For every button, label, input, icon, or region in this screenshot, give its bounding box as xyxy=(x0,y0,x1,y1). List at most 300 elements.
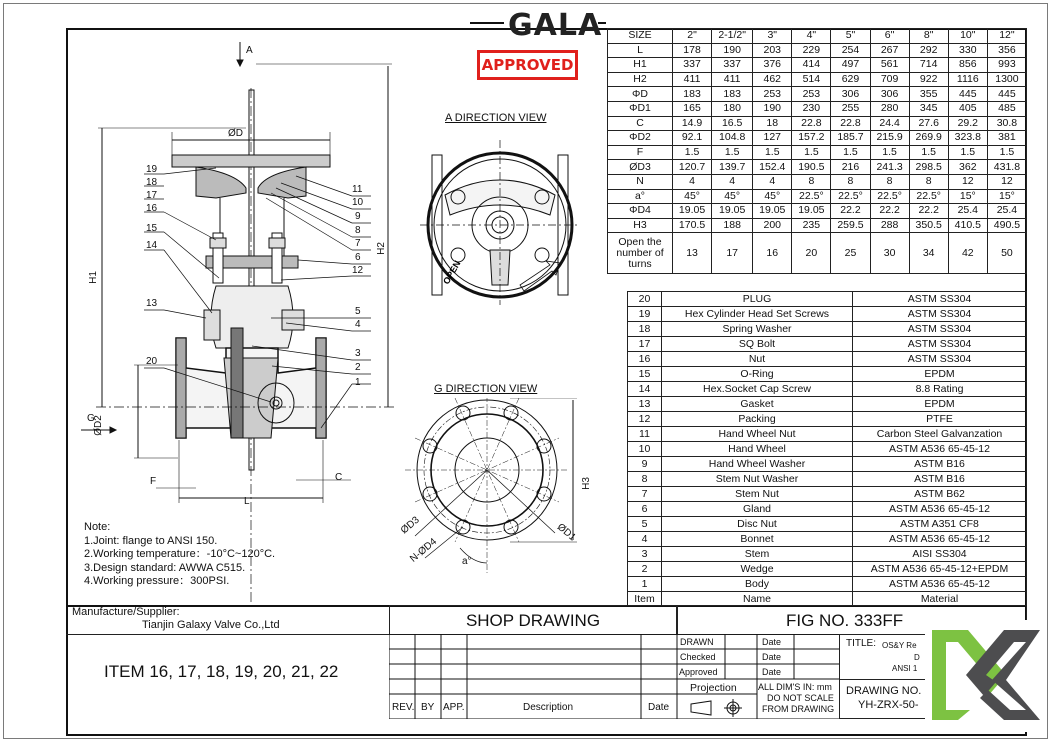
items-note: ITEM 16, 17, 18, 19, 20, 21, 22 xyxy=(104,662,339,681)
size-table-cell: 410.5 xyxy=(948,218,987,233)
size-table-cell: 323.8 xyxy=(948,131,987,146)
size-table-cell: 183 xyxy=(673,87,712,102)
row-label: H1 xyxy=(608,58,673,73)
size-table-cell: 345 xyxy=(909,101,948,116)
dim-od1: ØD1 xyxy=(554,521,578,544)
size-table-cell: 18 xyxy=(753,116,792,131)
part-name: PLUG xyxy=(662,292,853,307)
size-table-cell: 411 xyxy=(712,72,753,87)
part-item-no: 5 xyxy=(628,517,662,532)
part-name: SQ Bolt xyxy=(662,337,853,352)
size-table-cell: 235 xyxy=(792,218,831,233)
part-material: ASTM SS304 xyxy=(853,307,1027,322)
parts-table-row xyxy=(628,337,1027,352)
size-table-cell: 17 xyxy=(712,233,753,274)
size-table-cell: 254 xyxy=(831,43,870,58)
date-label: Date xyxy=(762,637,782,647)
units-line-3: FROM DRAWING xyxy=(762,704,835,714)
size-table-cell: 203 xyxy=(753,43,792,58)
size-table-body xyxy=(608,43,1027,274)
dim-od: ØD xyxy=(228,128,243,139)
part-name: Hand Wheel xyxy=(662,442,853,457)
balloon-5: 5 xyxy=(355,306,361,317)
size-table-cell: 24.4 xyxy=(870,116,909,131)
manufacturer-label: Manufacture/Supplier: xyxy=(72,606,180,618)
size-table-cell: 356 xyxy=(987,43,1026,58)
size-table-cell: 22.8 xyxy=(792,116,831,131)
part-item-no: 16 xyxy=(628,352,662,367)
size-table-cell: 709 xyxy=(870,72,909,87)
size-table-cell: 1.5 xyxy=(948,145,987,160)
parts-table-row xyxy=(628,487,1027,502)
size-table-cell: 92.1 xyxy=(673,131,712,146)
part-name: Bonnet xyxy=(662,532,853,547)
title-line-3: ANSI 1 xyxy=(892,664,918,673)
size-table-cell: 337 xyxy=(712,58,753,73)
size-table-row xyxy=(608,43,1027,58)
units-line-2: DO NOT SCALE xyxy=(767,693,834,703)
size-table-cell: 22.8 xyxy=(831,116,870,131)
part-name: Disc Nut xyxy=(662,517,853,532)
size-table-cell: 42 xyxy=(948,233,987,274)
part-name: Hand Wheel Washer xyxy=(662,457,853,472)
size-table-cell: 411 xyxy=(673,72,712,87)
header-cell: 2-1/2" xyxy=(712,29,753,44)
size-table-cell: 856 xyxy=(948,58,987,73)
shop-drawing-title: SHOP DRAWING xyxy=(465,611,601,630)
part-name: O-Ring xyxy=(662,367,853,382)
open-label: OPEN xyxy=(441,258,463,286)
part-item-no: 3 xyxy=(628,547,662,562)
size-table-cell: 216 xyxy=(831,160,870,175)
size-table-row xyxy=(608,160,1027,175)
size-table-cell: 445 xyxy=(987,87,1026,102)
header-cell: 8" xyxy=(909,29,948,44)
size-table-cell: 714 xyxy=(909,58,948,73)
dim-angle-a: a° xyxy=(462,556,472,567)
size-table-cell: 485 xyxy=(987,101,1026,116)
balloon-13: 13 xyxy=(146,298,158,309)
size-table-cell: 185.7 xyxy=(831,131,870,146)
size-table-cell: 4 xyxy=(712,174,753,189)
size-table-cell: 8 xyxy=(831,174,870,189)
size-table-cell: 253 xyxy=(753,87,792,102)
balloon-1: 1 xyxy=(355,377,361,388)
row-label: ØD3 xyxy=(608,160,673,175)
size-table-cell: 1.5 xyxy=(831,145,870,160)
title-line-2: D xyxy=(914,653,920,662)
size-table-cell: 178 xyxy=(673,43,712,58)
size-table-cell: 414 xyxy=(792,58,831,73)
part-material: ASTM A536 65-45-12 xyxy=(853,577,1027,592)
part-material: ASTM B16 xyxy=(853,472,1027,487)
header-cell: 3" xyxy=(753,29,792,44)
header-cell: 10" xyxy=(948,29,987,44)
part-material: EPDM xyxy=(853,367,1027,382)
fig-no: FIG NO. 333FF xyxy=(786,611,904,630)
size-table-cell: 165 xyxy=(673,101,712,116)
parts-table-row xyxy=(628,502,1027,517)
size-table-cell: 1.5 xyxy=(712,145,753,160)
balloon-12: 12 xyxy=(352,265,364,276)
dim-c: C xyxy=(335,472,343,483)
size-table-cell: 259.5 xyxy=(831,218,870,233)
balloon-18: 18 xyxy=(146,177,158,188)
size-table-cell: 188 xyxy=(712,218,753,233)
size-table-cell: 462 xyxy=(753,72,792,87)
header-cell: 4" xyxy=(792,29,831,44)
size-table-cell: 381 xyxy=(987,131,1026,146)
size-table-cell: 298.5 xyxy=(909,160,948,175)
balloon-7: 7 xyxy=(355,238,361,249)
g-direction-view-title: G DIRECTION VIEW xyxy=(434,383,538,395)
part-item-no: 4 xyxy=(628,532,662,547)
size-table-row xyxy=(608,233,1027,274)
dim-od2: ØD2 xyxy=(92,415,104,436)
rev-header: REV. xyxy=(392,702,415,713)
size-table-row xyxy=(608,101,1027,116)
size-table-row xyxy=(608,58,1027,73)
a-direction-view-drawing xyxy=(420,135,580,305)
part-name: Stem xyxy=(662,547,853,562)
dim-n-od4: N-ØD4 xyxy=(408,536,440,565)
part-name: Body xyxy=(662,577,853,592)
part-name: Hand Wheel Nut xyxy=(662,427,853,442)
row-label: ΦD xyxy=(608,87,673,102)
parts-table-row xyxy=(628,562,1027,577)
size-table-cell: 157.2 xyxy=(792,131,831,146)
size-table-cell: 362 xyxy=(948,160,987,175)
size-table-cell: 127 xyxy=(753,131,792,146)
size-table-row xyxy=(608,145,1027,160)
size-table-cell: 22.2 xyxy=(909,204,948,219)
size-table-cell: 4 xyxy=(673,174,712,189)
size-table-cell: 16 xyxy=(753,233,792,274)
part-name: Hex.Socket Cap Screw xyxy=(662,382,853,397)
balloon-16: 16 xyxy=(146,203,158,214)
part-material: ASTM B16 xyxy=(853,457,1027,472)
size-table-cell: 292 xyxy=(909,43,948,58)
part-name: Packing xyxy=(662,412,853,427)
parts-table-row xyxy=(628,457,1027,472)
parts-table-row xyxy=(628,427,1027,442)
size-table-cell: 16.5 xyxy=(712,116,753,131)
part-material: ASTM A351 CF8 xyxy=(853,517,1027,532)
size-table-cell: 306 xyxy=(870,87,909,102)
part-item-no: 13 xyxy=(628,397,662,412)
drawing-no-label: DRAWING NO. xyxy=(846,685,922,697)
parts-table-row xyxy=(628,547,1027,562)
part-name: Nut xyxy=(662,352,853,367)
size-table-cell: 8 xyxy=(870,174,909,189)
size-table-cell: 30.8 xyxy=(987,116,1026,131)
size-table-cell: 19.05 xyxy=(673,204,712,219)
app-header: APP. xyxy=(443,702,465,713)
size-table-cell: 1.5 xyxy=(792,145,831,160)
size-table-cell: 22.5° xyxy=(909,189,948,204)
part-material: ASTM A536 65-45-12 xyxy=(853,532,1027,547)
part-item-no: 19 xyxy=(628,307,662,322)
size-table-cell: 229 xyxy=(792,43,831,58)
size-table-cell: 8 xyxy=(792,174,831,189)
part-material: ASTM SS304 xyxy=(853,352,1027,367)
size-table-cell: 1.5 xyxy=(987,145,1026,160)
manufacturer-name: Tianjin Galaxy Valve Co.,Ltd xyxy=(142,619,280,631)
arrow-a-label: A xyxy=(246,45,253,56)
arrow-g-label: G xyxy=(87,413,95,424)
size-table-cell: 152.4 xyxy=(753,160,792,175)
parts-list-table xyxy=(627,291,1027,607)
row-label: F xyxy=(608,145,673,160)
part-name: Spring Washer xyxy=(662,322,853,337)
approved-label: Approved xyxy=(679,667,718,677)
header-cell: SIZE xyxy=(608,29,673,44)
row-label: C xyxy=(608,116,673,131)
size-table-row xyxy=(608,189,1027,204)
part-item-no: 6 xyxy=(628,502,662,517)
dim-h2: H2 xyxy=(375,242,387,255)
part-item-no: 2 xyxy=(628,562,662,577)
parts-table-row xyxy=(628,412,1027,427)
row-label: H3 xyxy=(608,218,673,233)
size-table-cell: 45° xyxy=(712,189,753,204)
part-item-no: 17 xyxy=(628,337,662,352)
part-item-no: 12 xyxy=(628,412,662,427)
part-item-no: 1 xyxy=(628,577,662,592)
size-table-cell: 490.5 xyxy=(987,218,1026,233)
size-table-cell: 350.5 xyxy=(909,218,948,233)
size-table-cell: 29.2 xyxy=(948,116,987,131)
row-label: ΦD1 xyxy=(608,101,673,116)
notes-title: Note: xyxy=(84,521,111,533)
size-table-cell: 1300 xyxy=(987,72,1026,87)
date-label: Date xyxy=(762,652,782,662)
size-table-cell: 34 xyxy=(909,233,948,274)
size-dimension-table xyxy=(607,28,1027,274)
title-label: TITLE: xyxy=(846,638,877,649)
size-table-cell: 190.5 xyxy=(792,160,831,175)
parts-table-row xyxy=(628,322,1027,337)
size-table-cell: 22.2 xyxy=(831,204,870,219)
date-label: Date xyxy=(762,667,782,677)
size-table-row xyxy=(608,131,1027,146)
by-header: BY xyxy=(421,702,435,713)
balloon-17: 17 xyxy=(146,190,158,201)
part-name: Stem Nut xyxy=(662,487,853,502)
size-table-cell: 497 xyxy=(831,58,870,73)
part-name: Gasket xyxy=(662,397,853,412)
size-table-cell: 27.6 xyxy=(909,116,948,131)
checked-label: Checked xyxy=(680,652,716,662)
row-label: L xyxy=(608,43,673,58)
size-table-cell: 267 xyxy=(870,43,909,58)
size-table-cell: 180 xyxy=(712,101,753,116)
description-header: Description xyxy=(523,702,574,713)
dim-f: F xyxy=(150,476,157,487)
balloon-3: 3 xyxy=(355,348,361,359)
size-table-cell: 19.05 xyxy=(712,204,753,219)
size-table-cell: 20 xyxy=(792,233,831,274)
part-name: Stem Nut Washer xyxy=(662,472,853,487)
note-line: 1.Joint: flange to ANSI 150. xyxy=(84,534,218,547)
parts-table-row xyxy=(628,397,1027,412)
a-direction-view-title: A DIRECTION VIEW xyxy=(445,112,547,124)
size-table-cell: 200 xyxy=(753,218,792,233)
part-item-no: 15 xyxy=(628,367,662,382)
size-table-cell: 306 xyxy=(831,87,870,102)
header-rule-left xyxy=(470,22,504,24)
header-cell: 12" xyxy=(987,29,1026,44)
balloon-14: 14 xyxy=(146,240,158,251)
size-table-cell: 25.4 xyxy=(987,204,1026,219)
part-name: Hex Cylinder Head Set Screws xyxy=(662,307,853,322)
size-table-cell: 45° xyxy=(753,189,792,204)
size-table-cell: 288 xyxy=(870,218,909,233)
size-table-cell: 561 xyxy=(870,58,909,73)
size-table-cell: 45° xyxy=(673,189,712,204)
note-line: 4.Working pressure：300PSI. xyxy=(84,575,230,587)
size-table-cell: 183 xyxy=(712,87,753,102)
part-material: ASTM SS304 xyxy=(853,337,1027,352)
note-line: 3.Design standard: AWWA C515. xyxy=(84,561,246,574)
brand-logo: GALA xyxy=(508,8,603,43)
part-item-no: 9 xyxy=(628,457,662,472)
note-line: 2.Working temperature：-10°C~120°C. xyxy=(84,548,276,560)
row-label: ΦD4 xyxy=(608,204,673,219)
parts-table-row xyxy=(628,472,1027,487)
part-material: EPDM xyxy=(853,397,1027,412)
size-table-cell: 120.7 xyxy=(673,160,712,175)
parts-table-row xyxy=(628,577,1027,592)
part-material: ASTM B62 xyxy=(853,487,1027,502)
parts-table-row xyxy=(628,532,1027,547)
size-table-cell: 104.8 xyxy=(712,131,753,146)
size-table-cell: 355 xyxy=(909,87,948,102)
size-table-cell: 19.05 xyxy=(753,204,792,219)
date-header: Date xyxy=(648,702,670,713)
part-item-no: 14 xyxy=(628,382,662,397)
header-cell: 6" xyxy=(870,29,909,44)
size-table-row xyxy=(608,218,1027,233)
table-header-row xyxy=(608,29,1027,44)
size-table-cell: 170.5 xyxy=(673,218,712,233)
size-table-cell: 14.9 xyxy=(673,116,712,131)
approved-stamp: APPROVED xyxy=(477,50,578,80)
size-table-cell: 50 xyxy=(987,233,1026,274)
size-table-cell: 190 xyxy=(753,101,792,116)
dim-h1: H1 xyxy=(87,271,99,284)
dim-l: L xyxy=(244,496,250,507)
size-table-cell: 22.5° xyxy=(792,189,831,204)
g-direction-view-drawing xyxy=(405,398,595,578)
size-table-cell: 993 xyxy=(987,58,1026,73)
parts-table-row xyxy=(628,367,1027,382)
size-table-cell: 330 xyxy=(948,43,987,58)
notes-block xyxy=(84,521,275,589)
size-table-cell: 629 xyxy=(831,72,870,87)
size-table-cell: 8 xyxy=(909,174,948,189)
size-table-cell: 15° xyxy=(948,189,987,204)
row-label: Open the number of turns xyxy=(608,233,673,274)
size-table-cell: 190 xyxy=(712,43,753,58)
balloon-19: 19 xyxy=(146,164,158,175)
part-item-no: 11 xyxy=(628,427,662,442)
size-table-row xyxy=(608,116,1027,131)
balloon-4: 4 xyxy=(355,319,361,330)
part-material: AISI SS304 xyxy=(853,547,1027,562)
part-material: ASTM A536 65-45-12 xyxy=(853,442,1027,457)
balloon-2: 2 xyxy=(355,362,361,373)
part-name: Gland xyxy=(662,502,853,517)
size-table-cell: 337 xyxy=(673,58,712,73)
part-material: ASTM SS304 xyxy=(853,322,1027,337)
part-material: ASTM A536 65-45-12 xyxy=(853,502,1027,517)
size-table-cell: 22.2 xyxy=(870,204,909,219)
row-label: H2 xyxy=(608,72,673,87)
balloon-6: 6 xyxy=(355,252,361,263)
size-table-cell: 1.5 xyxy=(870,145,909,160)
watermark-x-logo xyxy=(928,626,1044,724)
size-table-cell: 13 xyxy=(673,233,712,274)
parts-table-row xyxy=(628,307,1027,322)
parts-table-row xyxy=(628,382,1027,397)
balloon-15: 15 xyxy=(146,223,158,234)
size-table-cell: 19.05 xyxy=(792,204,831,219)
size-table-row xyxy=(608,72,1027,87)
size-table-cell: 376 xyxy=(753,58,792,73)
balloon-8: 8 xyxy=(355,225,361,236)
shop-drawing-cell xyxy=(389,605,677,635)
size-table-cell: 255 xyxy=(831,101,870,116)
part-material: ASTM A536 65-45-12+EPDM xyxy=(853,562,1027,577)
parts-table-row xyxy=(628,352,1027,367)
size-table-cell: 22.5° xyxy=(831,189,870,204)
size-table-cell: 253 xyxy=(792,87,831,102)
size-table-cell: 22.5° xyxy=(870,189,909,204)
part-item-no: 10 xyxy=(628,442,662,457)
title-line-1: OS&Y Re xyxy=(882,641,917,650)
size-table-cell: 431.8 xyxy=(987,160,1026,175)
part-item-no: 20 xyxy=(628,292,662,307)
size-table-cell: 230 xyxy=(792,101,831,116)
footer-material: Material xyxy=(853,592,1027,607)
size-table-row xyxy=(608,174,1027,189)
size-table-row xyxy=(608,204,1027,219)
size-table-cell: 922 xyxy=(909,72,948,87)
footer-item: Item xyxy=(628,592,662,607)
header-cell: 5" xyxy=(831,29,870,44)
balloon-11: 11 xyxy=(352,184,363,195)
part-item-no: 8 xyxy=(628,472,662,487)
balloon-9: 9 xyxy=(355,211,361,222)
size-table-cell: 269.9 xyxy=(909,131,948,146)
size-table-cell: 445 xyxy=(948,87,987,102)
size-table-cell: 1.5 xyxy=(673,145,712,160)
size-table-cell: 12 xyxy=(987,174,1026,189)
size-table-cell: 215.9 xyxy=(870,131,909,146)
units-line-1: ALL DIM'S IN: mm xyxy=(758,682,832,692)
dim-od3: ØD3 xyxy=(398,514,422,537)
parts-table-row xyxy=(628,442,1027,457)
size-table-cell: 139.7 xyxy=(712,160,753,175)
size-table-cell: 1.5 xyxy=(753,145,792,160)
size-table-row xyxy=(608,87,1027,102)
size-table-cell: 25.4 xyxy=(948,204,987,219)
balloon-10: 10 xyxy=(352,197,364,208)
part-material: 8.8 Rating xyxy=(853,382,1027,397)
part-item-no: 18 xyxy=(628,322,662,337)
drawn-label: DRAWN xyxy=(680,637,714,647)
